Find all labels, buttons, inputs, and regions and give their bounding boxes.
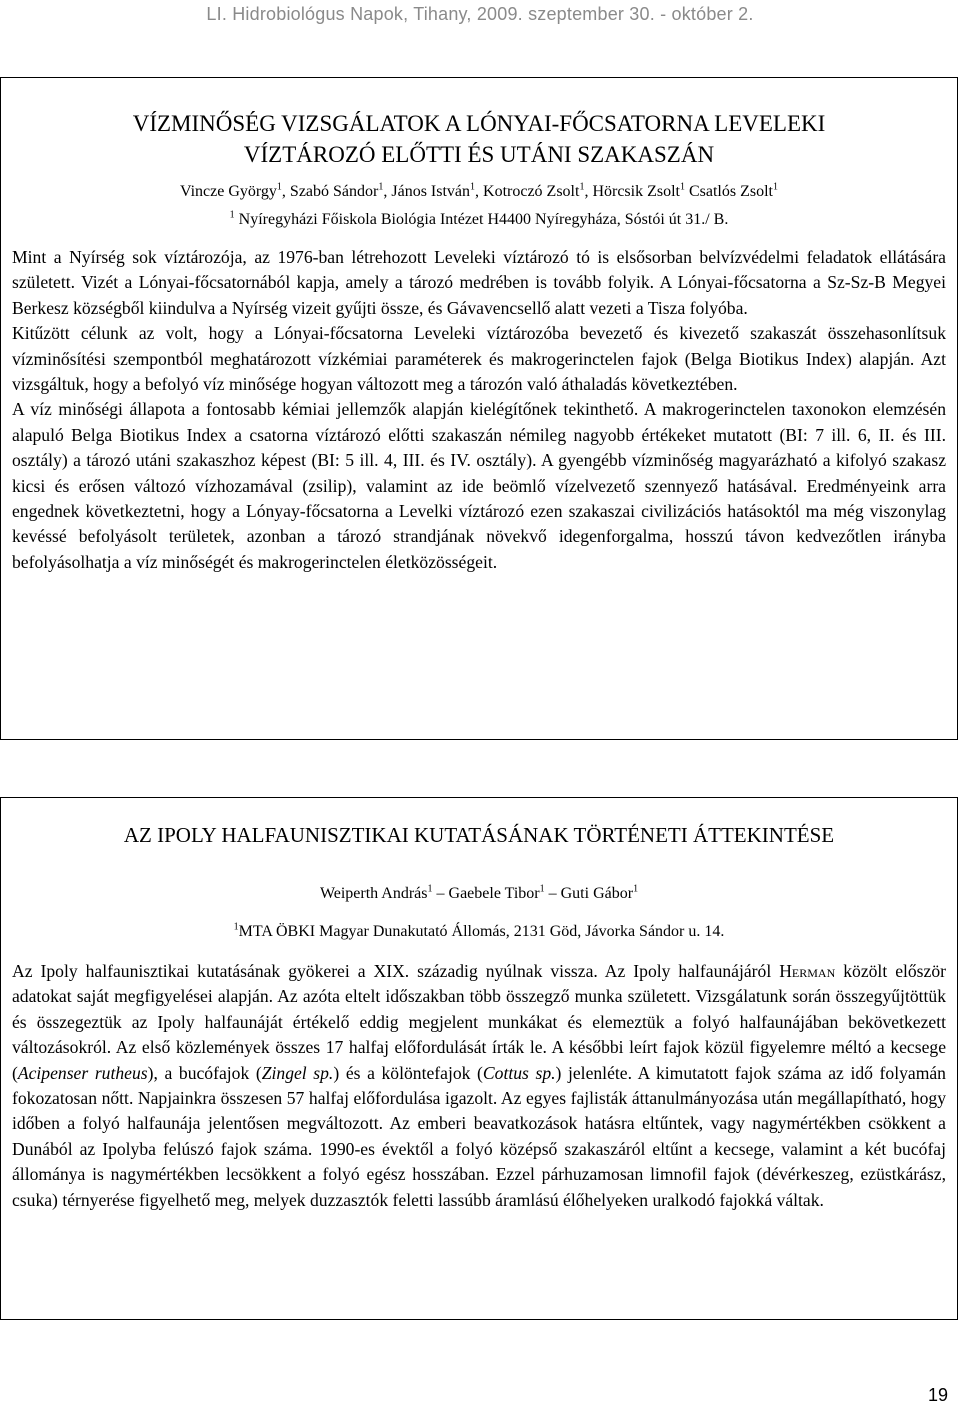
species-name: Zingel sp. bbox=[261, 1062, 334, 1083]
abstract-1-title-line-1: VÍZMINŐSÉG VIZSGÁLATOK A LÓNYAI-FŐCSATORNA LEVELEKI bbox=[132, 111, 826, 136]
author-name: János István bbox=[391, 183, 471, 200]
abstract-1-title bbox=[12, 108, 946, 170]
author-name-herman: Herman bbox=[779, 961, 836, 981]
page-number: 19 bbox=[927, 1385, 948, 1405]
body-text-segment: Az Ipoly halfaunisztikai kutatásának gyökerei a XIX. századig nyúlnak vissza. Az Ipoly halfaunájáról bbox=[12, 961, 780, 981]
author-name: Vincze György bbox=[179, 183, 277, 200]
author-name: Csatlós Zsolt bbox=[688, 183, 773, 200]
abstract-box-1 bbox=[0, 77, 958, 740]
author-affil-marker: 1 bbox=[427, 883, 433, 895]
abstract-1-affiliation bbox=[12, 211, 946, 229]
author-name: Guti Gábor bbox=[560, 885, 634, 902]
affiliation-text: Nyíregyházi Főiskola Biológia Intézet H4400 Nyíregyháza, Sóstói út 31./ B. bbox=[238, 211, 729, 228]
author-affil-marker: 1 bbox=[539, 883, 545, 895]
author-name: Hörcsik Zsolt bbox=[592, 183, 680, 200]
affiliation-text: MTA ÖBKI Magyar Dunakutató Állomás, 2131 Göd, Jávorka Sándor u. 14. bbox=[238, 923, 725, 940]
abstract-1-paragraph-3: A víz minőségi állapota a fontosabb kémiai jellemzők alapján kielégítőnek tekinthető. A makrogerinctelen taxonokon elemzésén alapuló Belga Biotikus Index a csatorna víztározó előtti szakaszán némileg nagyobb értékeket mutatott (BI: 7 ill. 6, II. és III. osztály) a tározó utáni szakaszhoz képest (BI: 5 ill. 4, III. és IV. osztály). A gyengébb vízminőség magyarázható a kifolyó szakasz kicsi és erősen változó vízhozamával (zsilip), valamint az ide beömlő vízelvezető szennyező hatásával. Eredményeink arra engednek következtetni, hogy a Lónyay-főcsatorna a Levelki víztározó ezen szakaszai civilizációs hatásoktól ma még viszonylag kevéssé befolyásolt területek, azonban a tározó strandjának növekvő idegenforgalma, hosszú távon kedvezőtlen irányba befolyásolhatja a víz minőségét és makrogerinctelen életközösségeit. bbox=[12, 399, 946, 572]
author-affil-marker: 1 bbox=[276, 181, 282, 193]
author-name: Kotroczó Zsolt bbox=[483, 183, 580, 200]
author-affil-marker: 1 bbox=[679, 181, 685, 193]
abstract-box-2 bbox=[0, 797, 958, 1320]
abstract-2-authors bbox=[12, 885, 946, 903]
author-name: Weiperth András bbox=[319, 885, 428, 902]
abstract-1-paragraph-2: Kitűzött célunk az volt, hogy a Lónyai-főcsatorna Leveleki víztározóba bevezető és kivezető szakaszát összehasonlítsuk vízminősítési szempontból meghatározott vízkémiai paraméterek és makrogerinctelen fajok (Belga Biotikus Index) alapján. Azt vizsgáltuk, hogy a befolyó víz minősége hogyan változott meg a tározón való áthaladás következtében. bbox=[12, 323, 946, 395]
author-affil-marker: 1 bbox=[579, 181, 585, 193]
author-affil-marker: 1 bbox=[470, 181, 476, 193]
abstract-1-authors: Vincze György$^1$, Szabó Sándor$^1$, János István$^1$, Kotroczó Zsolt$^1$, Hörcsik Zsolt$^1$ Csatlós Zsolt$^1$ bbox=[179, 181, 778, 200]
abstract-1-paragraph-1: Mint a Nyírség sok víztározója, az 1976-ban létrehozott Leveleki víztározó tó is elsősorban belvízvédelmi feladatok ellátására született. Vizét a Lónyai-főcsatornából kapja, amely a tározó medrében is tovább folyik. A Lónyai-főcsatorna a Sz-Sz-B Megyei Berkesz községből kiindulva a Nyírség vizeit gyűjti össze, és Gávavencsellő alatt vezeti a Tisza folyóba. bbox=[12, 247, 946, 318]
body-text-segment: ) jelenléte. A kimutatott fajok száma az idő folyamán fokozatosan nőtt. Napjainkra összesen 57 halfaj előfordulása igazolt. Az egyes fajlisták áttanulmányozása után megállapítható, hogy időben a folyó halfaunája jelentősen megváltozott. Az emberi beavatkozások hatásra eltűntek, vagy nagymértékben csökkent a Dunából az Ipolyba felúszó fajok száma. 1990-es évektől a folyó középső szakaszáról eltűnt a kecsege, valamint a két bucófaj állománya is nagymértékben lecsökkent a folyó egész hosszában. Ezzel párhuzamosan limnofil fajok (dévérkeszeg, ezüstkárász, csuka) térnyerése figyelhető meg, melyek duzzasztók feletti lassúbb áramlású élőhelyeken uralkodó fajokká váltak. bbox=[12, 1062, 946, 1210]
body-text-segment: ), a bucófajok ( bbox=[147, 1062, 262, 1083]
author-name: Szabó Sándor bbox=[289, 183, 379, 200]
species-name: Cottus sp. bbox=[482, 1062, 556, 1083]
species-name: Acipenser rutheus bbox=[17, 1062, 148, 1083]
affiliation-marker: 1 bbox=[229, 209, 235, 221]
abstract-2-paragraph bbox=[12, 959, 946, 1213]
body-text-segment: ) és a kölöntefajok ( bbox=[333, 1062, 483, 1083]
author-affil-marker: 1 bbox=[378, 181, 384, 193]
author-name: Gaebele Tibor bbox=[448, 885, 540, 902]
abstract-1-title-line-2: VÍZTÁROZÓ ELŐTTI ÉS UTÁNI SZAKASZÁN bbox=[243, 142, 715, 167]
author-affil-marker: 1 bbox=[773, 181, 778, 193]
affiliation-marker: 1 bbox=[233, 921, 239, 933]
author-separator: – bbox=[548, 885, 557, 902]
running-header: LI. Hidrobiológus Napok, Tihany, 2009. szeptember 30. - október 2. bbox=[206, 4, 754, 24]
body-text-segment: közölt először adatokat saját megfigyelései alapján. Az azóta eltelt időszakban több összegző munka született. Vizsgálatunk során összegyűjtöttük és összegeztük az Ipoly halfaunáját értékelő eddig megjelent munkákat és elemeztük a folyó halfaunájában bekövetkezett változásokról. Az első közlemények összes 17 halfaj előfordulását írták le. A későbbi leírt fajok közül figyelemre méltó a kecsege ( bbox=[12, 961, 946, 1083]
abstract-2-body bbox=[12, 959, 946, 1213]
author-separator: – bbox=[436, 885, 445, 902]
abstract-1-body bbox=[12, 245, 946, 575]
author-affil-marker: 1 bbox=[633, 883, 639, 895]
abstract-2-title: AZ IPOLY HALFAUNISZTIKAI KUTATÁSÁNAK TÖRTÉNETI ÁTTEKINTÉSE bbox=[123, 823, 835, 847]
abstract-2-affiliation bbox=[12, 923, 946, 941]
